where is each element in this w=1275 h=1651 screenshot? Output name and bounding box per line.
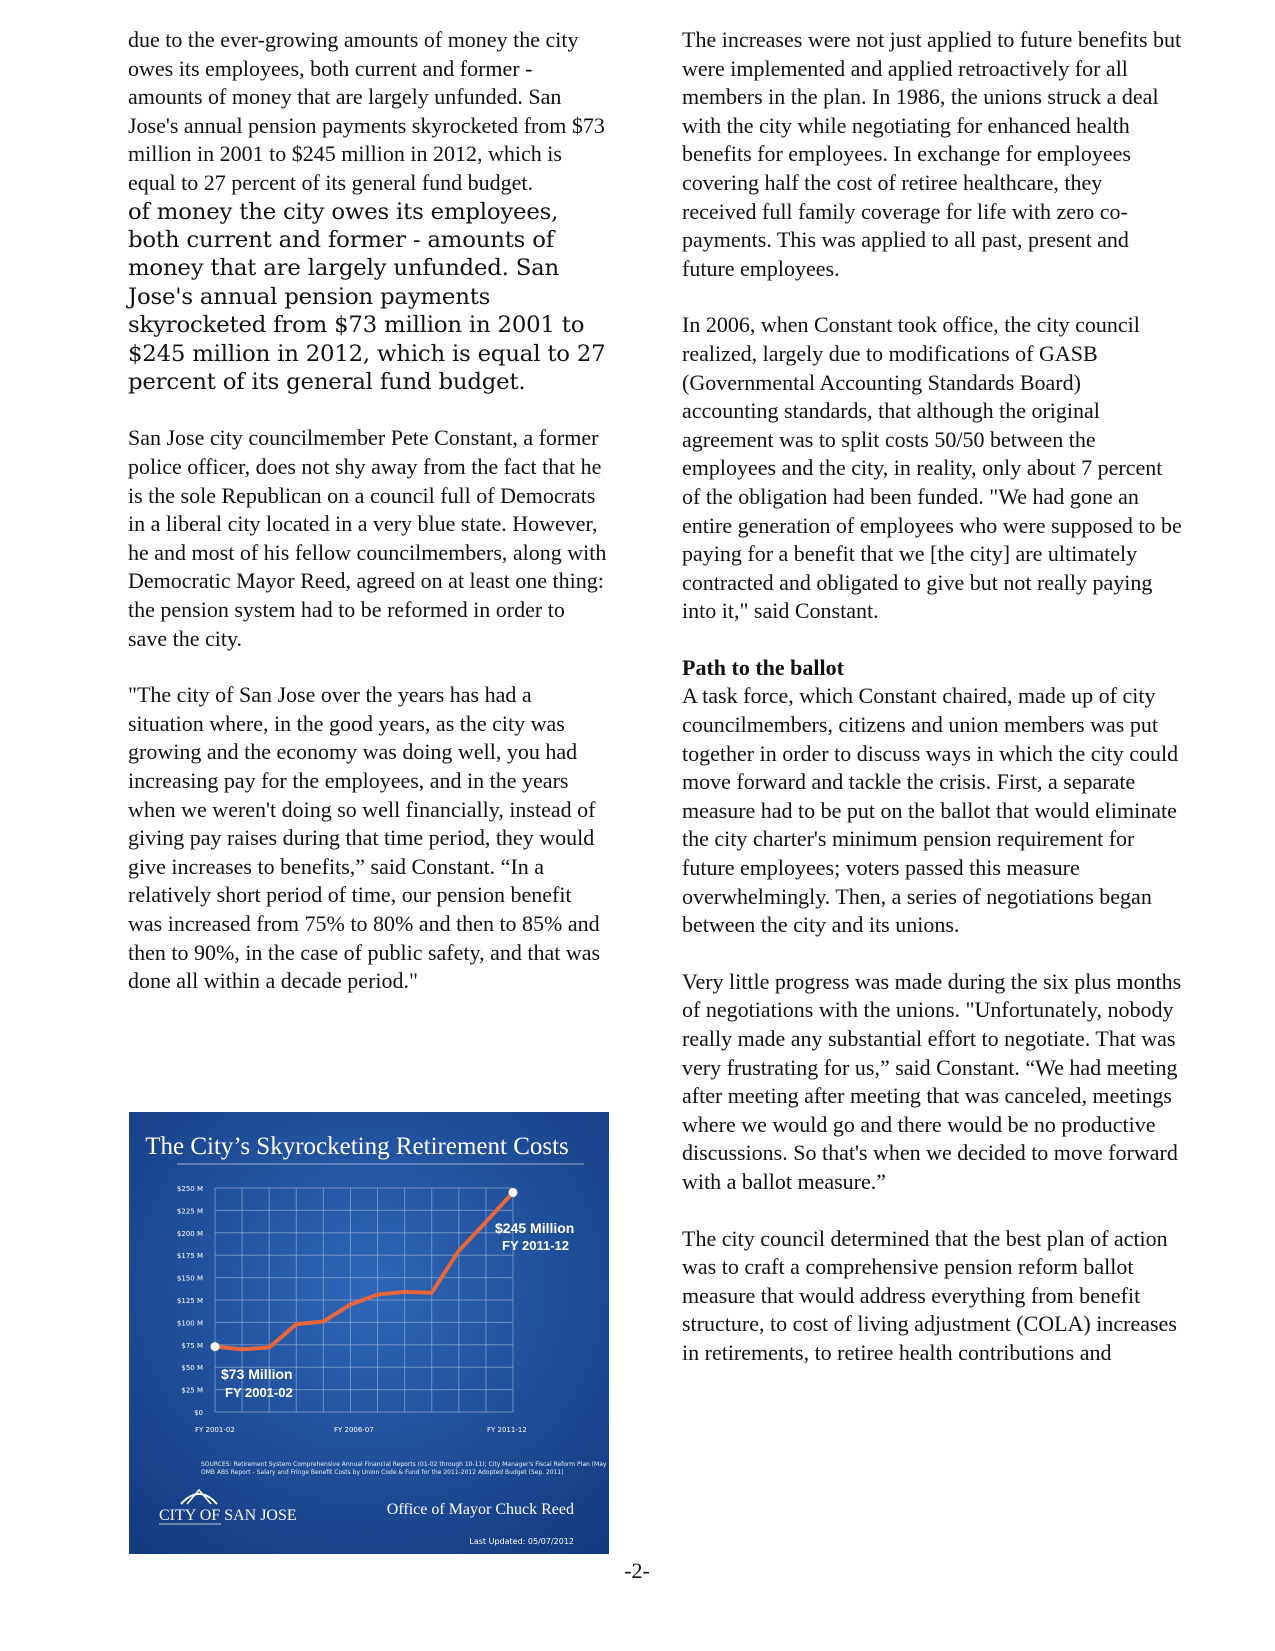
y-tick-label: $100 M — [176, 1319, 203, 1328]
annotation-start-value: $73 Million — [221, 1366, 293, 1382]
page-number: -2- — [624, 1558, 650, 1583]
data-point-end — [509, 1188, 518, 1197]
y-tick-label: $175 M — [176, 1252, 203, 1261]
paragraph: San Jose city councilmember Pete Constant, a former police officer, does not shy away from the fact that he is the sole Republican on a council full of Democrats in a liberal city located in a very blue state. However, he and most of his fellow councilmembers, along with Democratic Mayor Reed, agreed on at least one thing: the pension system had to be reformed in order to save the city. — [128, 425, 607, 651]
last-updated: Last Updated: 05/07/2012 — [469, 1537, 574, 1546]
annotation-end-year: FY 2011-12 — [502, 1238, 569, 1253]
office-label: Office of Mayor Chuck Reed — [386, 1501, 574, 1518]
paragraph: Very little progress was made during the six plus months of negotiations with the unions. "Unfortunately, nobody really made any substantial effort to negotiate. That was very frustrating for us,” said Constant. “We had meeting after meeting after meeting that was canceled, meetings where we would go and there would be no productive discussions. So that's when we decided to move forward with a ballot measure.” — [682, 968, 1182, 1194]
x-tick-label: FY 2011-12 — [487, 1426, 527, 1434]
paragraph: In 2006, when Constant took office, the city council realized, largely due to modifications of GASB (Governmental Accounting Standards Board) accounting standards, that although the original agreement was to split costs 50/50 between the employees and the city, in reality, only about 7 percent of the obligation had been funded. "We had gone an entire generation of employees who were supposed to be paying for a benefit that we [the city] are ultimately contracted and obligated to give but not really paying into it," said Constant. — [682, 312, 1182, 624]
y-tick-label: $225 M — [176, 1207, 203, 1216]
chart-background — [129, 1112, 609, 1554]
chart-svg — [129, 1112, 609, 1554]
y-tick-label: $250 M — [176, 1185, 203, 1193]
chart-title: The City’s Skyrocketing Retirement Costs — [145, 1133, 569, 1160]
x-tick-label: FY 2001-02 — [195, 1426, 235, 1434]
retirement-costs-chart — [129, 1112, 609, 1554]
annotation-start-year: FY 2001-02 — [225, 1385, 293, 1400]
paragraph: The city council determined that the best plan of action was to craft a comprehensive pension reform ballot measure that would address everything from benefit structure, to cost of living adjustment (COLA) increases in retirements, to retiree health contributions and — [682, 1225, 1177, 1365]
logo-text: CITY OF SAN JOSE — [159, 1507, 297, 1524]
chart-sources-line2: OMB ABS Report - Salary and Fringe Benefit Costs by Union Code & Fund for the 2011-2012 Adopted Budget (Sep. 2011) — [201, 1469, 564, 1476]
right-column — [682, 26, 1182, 1368]
chart-sources: SOURCES: Retirement System Comprehensive Annual Financial Reports (01-02 through 10-11); City Manager's Fiscal Reform Plan (May 2011); — [201, 1461, 609, 1468]
y-tick-label: $50 M — [181, 1364, 203, 1373]
section-heading: Path to the ballot — [682, 654, 844, 680]
y-tick-label: $75 M — [181, 1341, 203, 1350]
y-tick-label: $0 — [194, 1409, 203, 1417]
paragraph: due to the ever-growing amounts of money the city owes its employees, both current and former - amounts of money that are largely unfunded. San Jose's annual pension payments skyrocketed from $73 million in 2001 to $245 million in 2012, which is equal to 27 percent of its general fund budget. — [128, 27, 605, 195]
paragraph: A task force, which Constant chaired, made up of city councilmembers, citizens and union members was put together in order to discuss ways in which the city could move forward and tackle the crisis. First, a separate measure had to be put on the ballot that would eliminate the city charter's minimum pension requirement for future employees; voters passed this measure overwhelmingly. Then, a series of negotiations began between the city and its unions. — [682, 683, 1179, 938]
y-tick-label: $150 M — [176, 1274, 203, 1283]
y-tick-label: $200 M — [176, 1229, 203, 1238]
data-point-start — [211, 1342, 220, 1351]
paragraph-repeat: of money the city owes its employees, both current and former - amounts of money that are largely unfunded. San Jose's annual pension payments skyrocketed from $73 million in 2001 to $245 million in 2012, which is equal to 27 percent of its general fund budget. — [128, 198, 606, 395]
paragraph-quote: "The city of San Jose over the years has had a situation where, in the good years, as the city was growing and the economy was doing well, you had increasing pay for the employees, and in the years when we weren't doing so well financially, instead of giving pay raises during that time period, they would give increases to benefits,” said Constant. “In a relatively short period of time, our pension benefit was increased from 75% to 80% and then to 85% and then to 90%, in the case of public safety, and that was done all within a decade period." — [128, 682, 601, 994]
paragraph: The increases were not just applied to future benefits but were implemented and applied retroactively for all members in the plan. In 1986, the unions struck a deal with the city while negotiating for enhanced health benefits for employees. In exchange for employees covering half the cost of retiree healthcare, they received full family coverage for life with zero co-payments. This was applied to all past, present and future employees. — [682, 27, 1182, 281]
y-tick-label: $25 M — [181, 1386, 203, 1395]
y-tick-label: $125 M — [176, 1297, 203, 1305]
annotation-end-value: $245 Million — [495, 1220, 575, 1236]
x-tick-label: FY 2006-07 — [334, 1426, 374, 1434]
left-column — [128, 26, 608, 996]
